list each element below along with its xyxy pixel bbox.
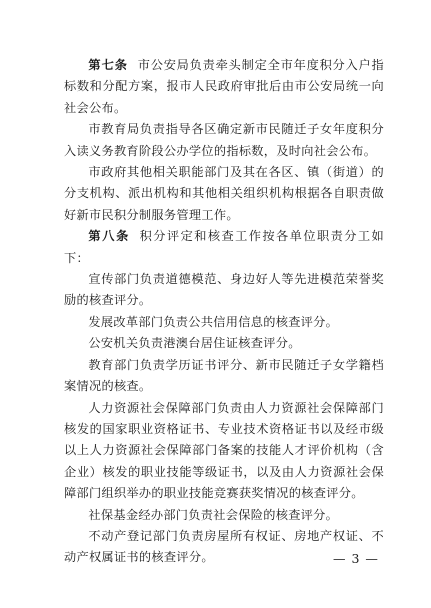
paragraph xyxy=(64,119,384,162)
paragraph xyxy=(64,312,384,333)
paragraph-text: 市公安局负责牵头制定全市年度积分入户指标数和分配方案，报市人民政府审批后由市公安局统一向社会公布。 xyxy=(64,58,385,115)
paragraph-text: 宣传部门负责道德模范、身边好人等先进模范荣誉奖励的核查评分。 xyxy=(64,272,384,308)
page-number: — 3 — xyxy=(333,551,379,566)
paragraph-text: 市政府其他相关职能部门及其在各区、镇（街道）的分支机构、派出机构和其他相关组织机构根据各自职责做好新市民积分制服务管理工作。 xyxy=(64,165,384,222)
paragraph-text: 教育部门负责学历证书评分、新市民随迁子女学籍档案情况的核查。 xyxy=(64,357,384,394)
paragraph-text: 积分评定和核查工作按各单位职责分工如下： xyxy=(64,229,384,265)
article-number: 第八条 xyxy=(88,229,130,244)
paragraph-text: 发展改革部门负责公共信用信息的核查评分。 xyxy=(88,314,339,329)
paragraph xyxy=(64,333,384,354)
paragraph xyxy=(64,398,384,505)
paragraph-article-7 xyxy=(64,55,384,119)
paragraph-text: 不动产登记部门负责房屋所有权证、房地产权证、不动产权属证书的核查评分。 xyxy=(64,528,384,565)
paragraph xyxy=(64,505,384,526)
paragraph xyxy=(64,162,384,226)
paragraph xyxy=(64,355,384,398)
paragraph-text: 公安机关负责港澳台居住证核查评分。 xyxy=(88,336,301,351)
paragraph-text: 市教育局负责指导各区确定新市民随迁子女年度积分入读义务教育阶段公办学位的指标数，及时向社会公布。 xyxy=(64,122,384,158)
paragraph-article-8 xyxy=(64,226,384,269)
paragraph-text: 人力资源社会保障部门负责由人力资源社会保障部门核发的国家职业资格证书、专业技术资格证书以及经市级以上人力资源社会保障部门备案的技能人才评价机构（含企业）核发的职业技能等级证书，以及由人力资源社会保障部门组织举办的职业技能竞赛获奖情况的核查评分。 xyxy=(64,400,384,501)
paragraph xyxy=(64,269,384,312)
document-body xyxy=(64,55,384,569)
article-number: 第七条 xyxy=(88,58,128,72)
paragraph-text: 社保基金经办部门负责社会保险的核查评分。 xyxy=(88,507,339,522)
